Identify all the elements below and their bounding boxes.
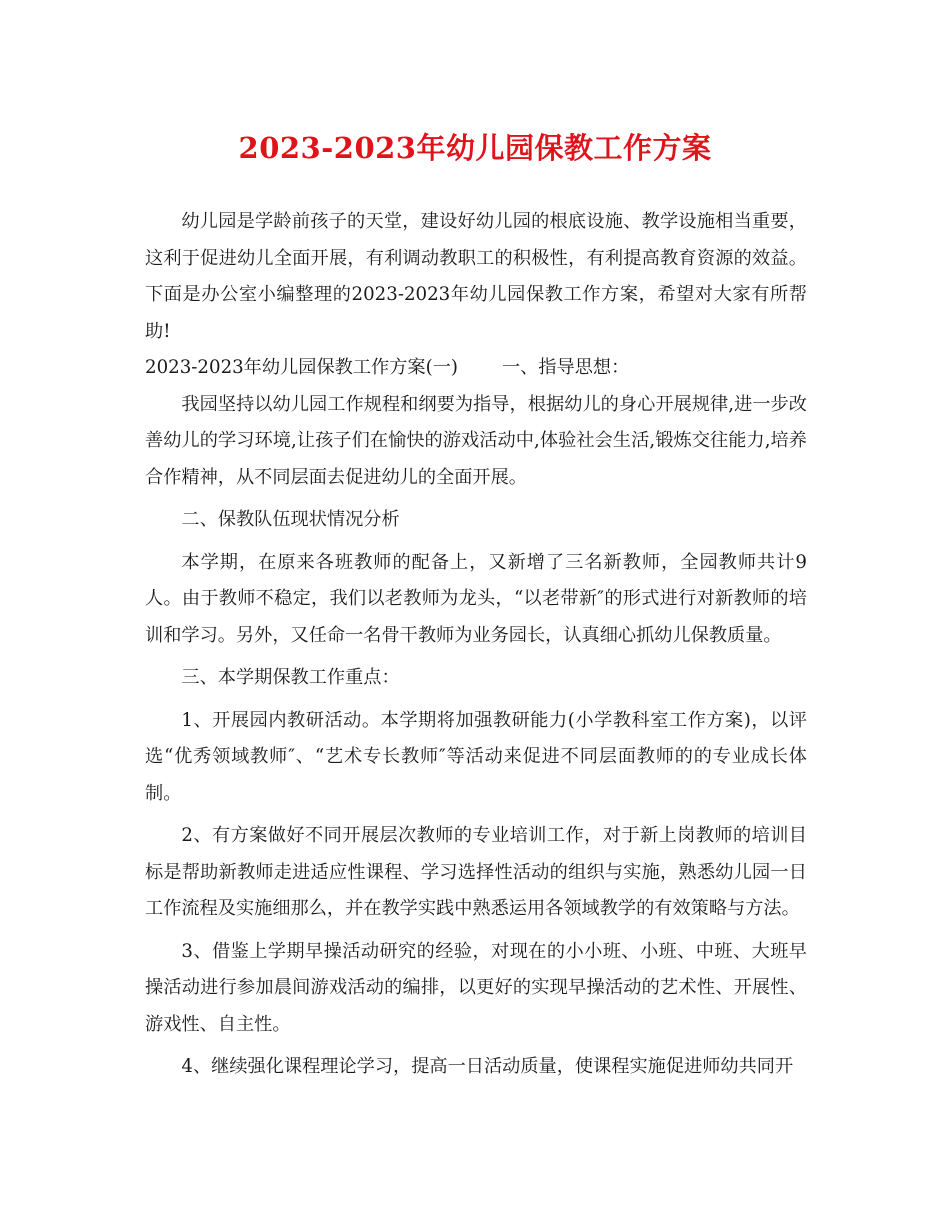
list-item-1: 1、开展园内教研活动。本学期将加强教研能力(小学教科室工作方案)，以评选“优秀领域教师″、“艺术专长教师″等活动来促进不同层面教师的的专业成长体制。 bbox=[145, 709, 807, 804]
list-item-3: 3、借鉴上学期早操活动研究的经验，对现在的小小班、小班、中班、大班早操活动进行参加晨间游戏活动的编排，以更好的实现早操活动的艺术性、开展性、游戏性、自主性。 bbox=[145, 940, 807, 1035]
section1-heading: 一、指导思想： bbox=[501, 357, 630, 378]
list-item-2: 2、有方案做好不同开展层次教师的专业培训工作，对于新上岗教师的培训目标是帮助新教师走进适应性课程、学习选择性活动的组织与实施，熟悉幼儿园一日工作流程及实施细那么，并在教学实践中熟悉运用各领域教学的有效策略与方法。 bbox=[145, 825, 807, 919]
plan-heading-line bbox=[145, 350, 807, 387]
section2-heading: 二、保教队伍现状情况分析 bbox=[181, 509, 400, 530]
section1-body: 我园坚持以幼儿园工作规程和纲要为指导，根据幼儿的身心开展规律,进一步改善幼儿的学习环境,让孩子们在愉快的游戏活动中,体验社会生活,锻炼交往能力,培养合作精神，从不同层面去促进幼儿的全面开展。 bbox=[145, 393, 807, 488]
intro-paragraph: 幼儿园是学龄前孩子的天堂，建设好幼儿园的根底设施、教学设施相当重要，这利于促进幼儿全面开展，有利调动教职工的积极性，有利提高教育资源的效益。下面是办公室小编整理的2023-2023年幼儿园保教工作方案，希望对大家有所帮助! bbox=[145, 211, 807, 342]
section3-heading: 三、本学期保教工作重点： bbox=[181, 667, 400, 688]
list-item-4: 4、继续强化课程理论学习，提高一日活动质量，使课程实施促进师幼共同开 bbox=[181, 1056, 794, 1077]
plan-heading: 2023-2023年幼儿园保教工作方案(一) bbox=[145, 357, 458, 378]
section2-body: 本学期，在原来各班教师的配备上，又新增了三名新教师，全园教师共计9人。由于教师不稳定，我们以老教师为龙头，“以老带新″的形式进行对新教师的培训和学习。另外，又任命一名骨干教师为业务园长，认真细心抓幼儿保教质量。 bbox=[145, 551, 807, 646]
document-body bbox=[145, 204, 807, 1086]
document-title: 2023-2023年幼儿园保教工作方案 bbox=[238, 131, 712, 165]
